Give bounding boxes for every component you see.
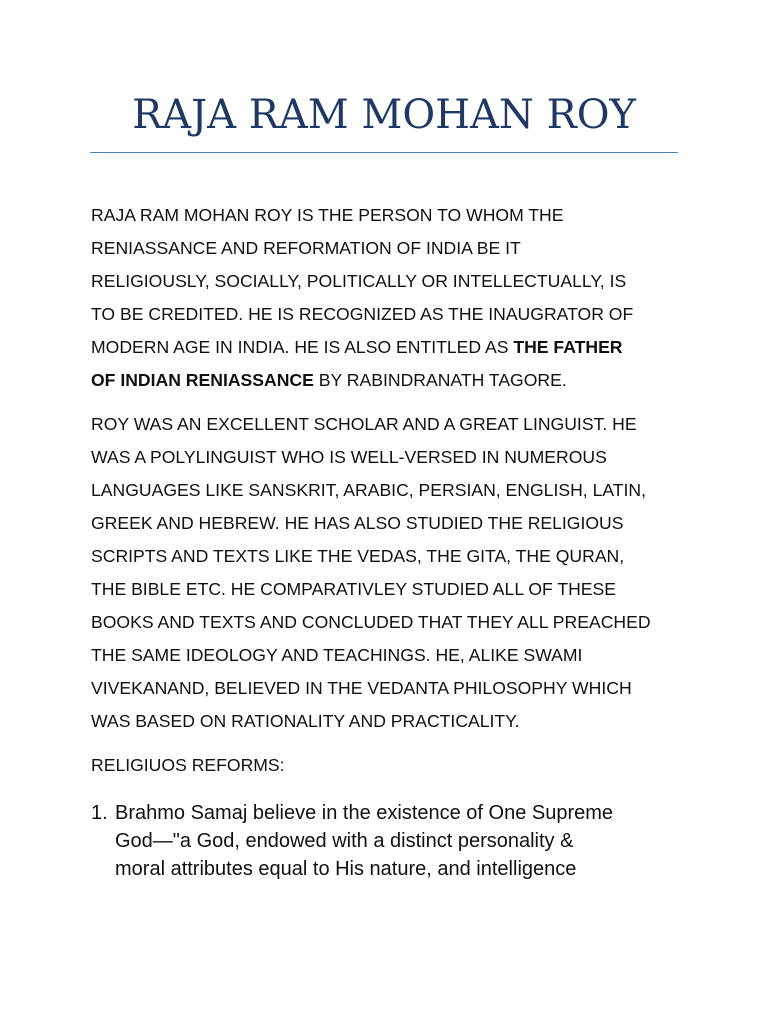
paragraph-line: ROY WAS AN EXCELLENT SCHOLAR AND A GREAT LINGUIST. HE — [91, 414, 637, 434]
title-underline — [90, 152, 678, 153]
paragraph-line: GREEK AND HEBREW. HE HAS ALSO STUDIED THE RELIGIOUS — [91, 513, 624, 533]
list-item — [91, 799, 691, 883]
list-number: 1. — [91, 802, 108, 824]
bold-text-run: OF INDIAN RENIASSANCE — [91, 370, 314, 390]
paragraph-line: VIVEKANAND, BELIEVED IN THE VEDANTA PHILOSOPHY WHICH — [91, 678, 632, 698]
paragraph-line — [91, 331, 691, 364]
paragraph-line: WAS BASED ON RATIONALITY AND PRACTICALITY. — [91, 711, 520, 731]
list-item-line: moral attributes equal to His nature, and intelligence — [115, 858, 577, 880]
text-run: MODERN AGE IN INDIA. HE IS ALSO ENTITLED AS — [91, 337, 514, 357]
bold-text-run: THE FATHER — [513, 337, 623, 357]
paragraph-line: THE BIBLE ETC. HE COMPARATIVLEY STUDIED ALL OF THESE — [91, 579, 617, 599]
paragraph-line: RENIASSANCE AND REFORMATION OF INDIA BE IT — [91, 238, 521, 258]
list-item-line: God—"a God, endowed with a distinct personality & — [115, 830, 574, 852]
text-run: BY RABINDRANATH TAGORE. — [313, 370, 567, 390]
paragraph-line: RELIGIOUSLY, SOCIALLY, POLITICALLY OR INTELLECTUALLY, IS — [91, 271, 627, 291]
paragraph-scholar — [91, 408, 691, 738]
list-item-line: Brahmo Samaj believe in the existence of One Supreme — [115, 802, 614, 824]
paragraph-line: RAJA RAM MOHAN ROY IS THE PERSON TO WHOM THE — [91, 205, 564, 225]
paragraph-line: TO BE CREDITED. HE IS RECOGNIZED AS THE INAUGRATOR OF — [91, 304, 634, 324]
paragraph-line: THE SAME IDEOLOGY AND TEACHINGS. HE, ALIKE SWAMI — [91, 645, 583, 665]
reforms-list — [91, 799, 691, 883]
paragraph-line: BOOKS AND TEXTS AND CONCLUDED THAT THEY ALL PREACHED — [91, 612, 651, 632]
section-heading: RELIGIUOS REFORMS: — [91, 755, 285, 775]
paragraph-line: LANGUAGES LIKE SANSKRIT, ARABIC, PERSIAN, ENGLISH, LATIN, — [91, 480, 647, 500]
document-title: RAJA RAM MOHAN ROY — [132, 92, 636, 138]
paragraph-line: SCRIPTS AND TEXTS LIKE THE VEDAS, THE GITA, THE QURAN, — [91, 546, 625, 566]
paragraph-intro — [91, 199, 691, 397]
paragraph-line — [91, 364, 691, 397]
paragraph-line: WAS A POLYLINGUIST WHO IS WELL-VERSED IN NUMEROUS — [91, 447, 607, 467]
